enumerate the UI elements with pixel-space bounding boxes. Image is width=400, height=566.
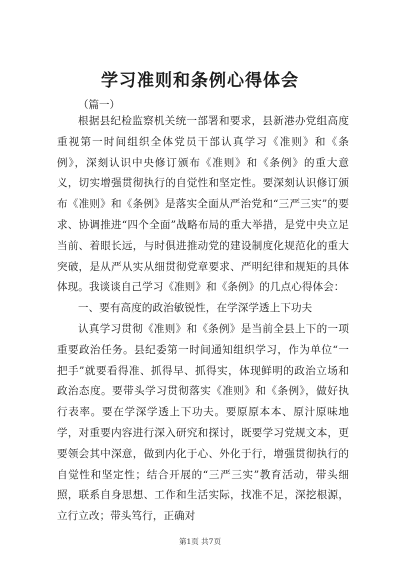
part-label: （篇一） (78, 99, 120, 111)
document-title: 学习准则和条例心得体会 (101, 71, 299, 91)
document-body (57, 111, 349, 527)
body-paragraph: 根据县纪检监察机关统一部署和要求，县新港办党组高度重视第一时间组织全体党员干部认真学习《准则》和《条例》，深刻认识中央修订颁布《准则》和《条例》的重大意义，切实增强贯彻执行的自觉性和坚定性。要深刻认识修订颁布《准则》和《条例》是落实全面从严治党和“三严三实”的要求、协调推进“四个全面”战略布局的重大举措，是党中央立足当前、着眼长远，与时俱进推动党的建设制度化规范化的重大突破，是从严从实从细贯彻党章要求、严明纪律和规矩的具体体现。我谈谈自己学习《准则》和《条例》的几点心得体会： (57, 115, 349, 294)
page-indicator: 第1页 共7页 (179, 537, 221, 546)
section-heading: 一、要有高度的政治敏锐性，在学深学透上下功夫 (78, 302, 313, 315)
body-paragraph: 认真学习贯彻《准则》和《条例》是当前全县上下的一项重要政治任务。县纪委第一时间通知组织学习，作为单位“一把手”就要看得准、抓得早、抓得实，体现鲜明的政治立场和政治态度。要带头学习贯彻落实《准则》和《条例》，做好执行表率。要在学深学透上下功夫。要原原本本、原汁原味地学，对重要内容进行深入研究和探讨，既要学习党规文本，更要领会其中深意，做到内化于心、外化于行，增强贯彻执行的自觉性和坚定性；结合开展的“三严三实”教育活动，带头细照，联系自身思想、工作和生活实际，找准不足，深挖根源，立行立改；带头笃行，正确对 (57, 322, 349, 523)
